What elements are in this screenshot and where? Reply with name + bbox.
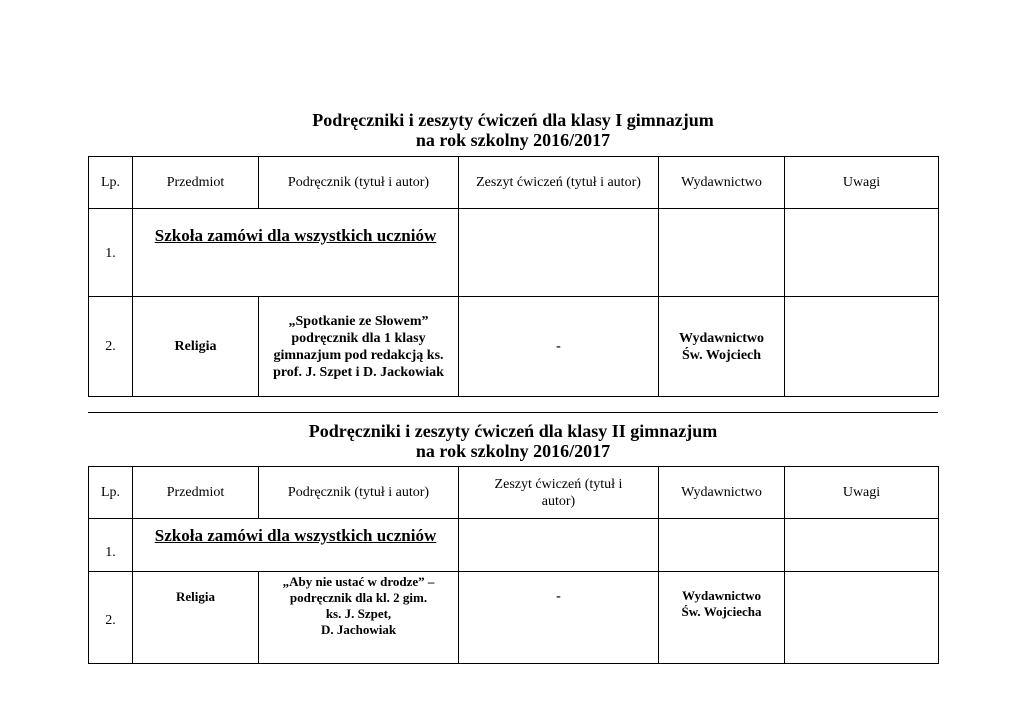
cell-lp: 1. xyxy=(89,519,133,572)
textbook-line: podręcznik dla kl. 2 gim. xyxy=(289,590,428,605)
header-subject: Przedmiot xyxy=(133,157,259,209)
textbook-line: „Aby nie ustać w drodze” – xyxy=(282,574,435,589)
cell-textbook xyxy=(259,297,459,397)
table-row xyxy=(89,572,939,664)
header-notes: Uwagi xyxy=(785,157,939,209)
publisher-line: Wydawnictwo xyxy=(682,588,761,603)
header-lp: Lp. xyxy=(89,157,133,209)
cell-note xyxy=(133,519,459,572)
cell-workbook: - xyxy=(459,297,659,397)
section1-title xyxy=(88,110,938,150)
header-textbook: Podręcznik (tytuł i autor) xyxy=(259,467,459,519)
header-workbook: Zeszyt ćwiczeń (tytuł i autor) xyxy=(459,467,659,519)
textbook-line: podręcznik dla 1 klasy xyxy=(291,330,426,346)
section1-title-line2: na rok szkolny 2016/2017 xyxy=(415,130,611,150)
cell-publisher xyxy=(659,572,785,664)
table-row xyxy=(89,209,939,297)
cell-notes xyxy=(785,297,939,397)
textbook-line: „Spotkanie ze Słowem” xyxy=(288,313,429,329)
section1-table xyxy=(88,156,939,397)
table-header-row xyxy=(89,467,939,519)
textbook-line: ks. J. Szpet, xyxy=(325,606,392,621)
cell-notes xyxy=(785,209,939,297)
cell-workbook: - xyxy=(459,572,659,664)
cell-lp: 2. xyxy=(89,297,133,397)
cell-workbook xyxy=(459,519,659,572)
textbook-line: prof. J. Szpet i D. Jackowiak xyxy=(273,364,444,380)
cell-lp: 2. xyxy=(89,572,133,664)
cell-textbook xyxy=(259,572,459,664)
cell-notes xyxy=(785,519,939,572)
header-publisher: Wydawnictwo xyxy=(659,157,785,209)
school-order-note: Szkoła zamówi dla wszystkich uczniów xyxy=(154,226,437,245)
header-publisher: Wydawnictwo xyxy=(659,467,785,519)
school-order-note: Szkoła zamówi dla wszystkich uczniów xyxy=(154,526,437,545)
cell-publisher xyxy=(659,519,785,572)
cell-lp: 1. xyxy=(89,209,133,297)
cell-note xyxy=(133,209,459,297)
cell-publisher xyxy=(659,209,785,297)
textbook-line: D. Jachowiak xyxy=(320,622,397,637)
section2-table xyxy=(88,466,939,664)
cell-subject: Religia xyxy=(133,572,259,664)
textbook-line: gimnazjum pod redakcją ks. xyxy=(273,347,444,363)
publisher-line: Wydawnictwo xyxy=(678,330,765,346)
publisher-line: Św. Wojciecha xyxy=(681,604,762,619)
section-divider xyxy=(88,412,938,413)
table-header-row xyxy=(89,157,939,209)
header-workbook: Zeszyt ćwiczeń (tytuł i autor) xyxy=(459,157,659,209)
table-row xyxy=(89,519,939,572)
section2-title-line2: na rok szkolny 2016/2017 xyxy=(415,441,611,461)
header-subject: Przedmiot xyxy=(133,467,259,519)
cell-publisher xyxy=(659,297,785,397)
header-textbook: Podręcznik (tytuł i autor) xyxy=(259,157,459,209)
cell-notes xyxy=(785,572,939,664)
section2-title-line1: Podręczniki i zeszyty ćwiczeń dla klasy II gimnazjum xyxy=(308,421,718,441)
table-row xyxy=(89,297,939,397)
cell-subject: Religia xyxy=(133,297,259,397)
header-lp: Lp. xyxy=(89,467,133,519)
section1-title-line1: Podręczniki i zeszyty ćwiczeń dla klasy I gimnazjum xyxy=(312,110,714,130)
publisher-line: Św. Wojciech xyxy=(681,347,762,363)
header-notes: Uwagi xyxy=(785,467,939,519)
section2-title xyxy=(88,421,938,461)
cell-workbook xyxy=(459,209,659,297)
